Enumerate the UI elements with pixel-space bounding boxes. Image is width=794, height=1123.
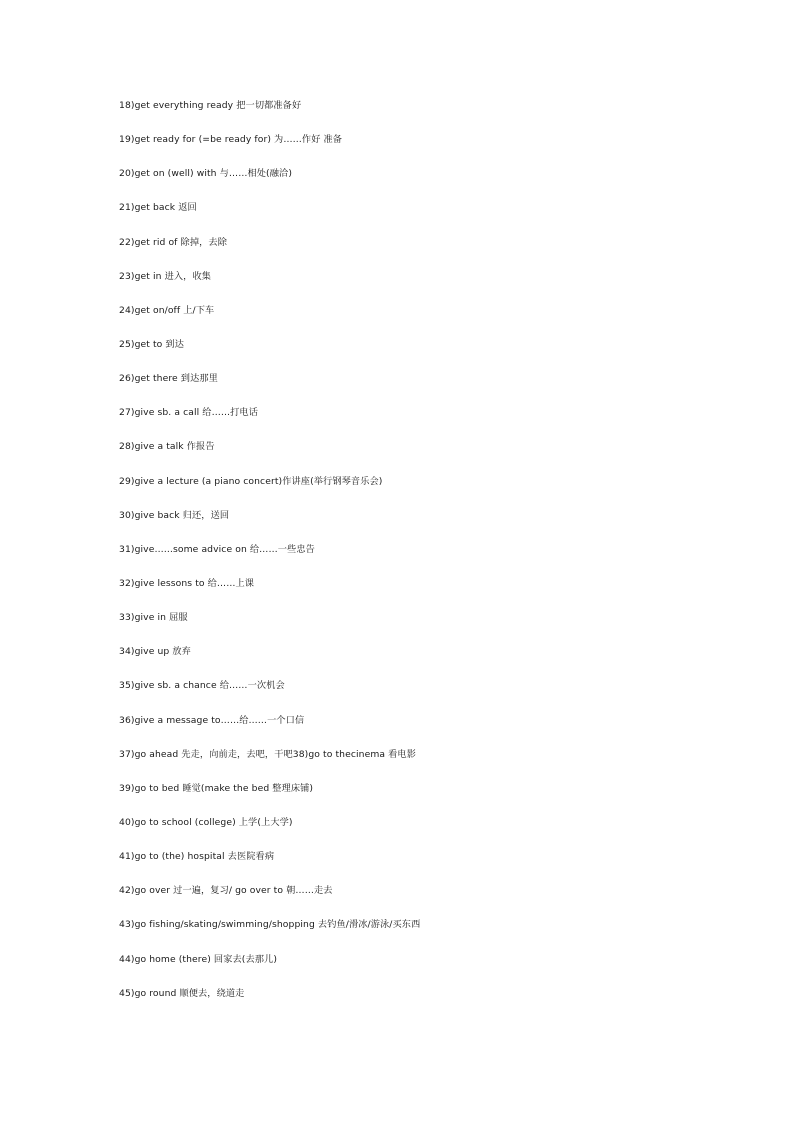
phrase-line: 27)give sb. a call 给……打电话 xyxy=(119,407,259,419)
phrase-line: 37)go ahead 先走，向前走，去吧，干吧38)go to thecinema 看电影 xyxy=(119,748,416,760)
phrase-line: 44)go home (there) 回家去(去那儿) xyxy=(119,953,278,965)
phrase-line: 29)give a lecture (a piano concert)作讲座(举行钢琴音乐会) xyxy=(119,475,383,487)
phrase-line: 22)get rid of 除掉，去除 xyxy=(119,236,227,248)
phrase-line: 45)go round 顺便去，绕道走 xyxy=(119,987,245,999)
phrase-line: 33)give in 屈服 xyxy=(119,612,188,624)
phrase-line: 25)get to 到达 xyxy=(119,338,185,350)
phrase-line: 28)give a talk 作报告 xyxy=(119,441,215,453)
phrase-line: 24)get on/off 上/下车 xyxy=(119,304,215,316)
phrase-line: 39)go to bed 睡觉(make the bed 整理床铺) xyxy=(119,782,314,794)
phrase-list xyxy=(119,99,420,1021)
phrase-line: 23)get in 进入，收集 xyxy=(119,270,212,282)
phrase-line: 32)give lessons to 给……上课 xyxy=(119,577,255,589)
phrase-line: 43)go fishing/skating/swimming/shopping 去钓鱼/滑冰/游泳/买东西 xyxy=(119,919,421,931)
phrase-line: 31)give……some advice on 给……一些忠告 xyxy=(119,543,315,555)
phrase-line: 26)get there 到达那里 xyxy=(119,373,218,385)
phrase-line: 20)get on (well) with 与……相处(融洽) xyxy=(119,168,293,180)
phrase-line: 41)go to (the) hospital 去医院看病 xyxy=(119,851,275,863)
phrase-line: 18)get everything ready 把一切都准备好 xyxy=(119,100,302,111)
phrase-line: 21)get back 返回 xyxy=(119,202,197,214)
phrase-line: 30)give back 归还，送回 xyxy=(119,509,230,521)
phrase-line: 19)get ready for (=be ready for) 为……作好 准备 xyxy=(119,134,343,146)
phrase-line: 42)go over 过一遍，复习/ go over to 朝……走去 xyxy=(119,885,333,897)
phrase-line: 40)go to school (college) 上学(上大学) xyxy=(119,816,293,828)
phrase-line: 36)give a message to……给……一个口信 xyxy=(119,714,305,726)
phrase-line: 34)give up 放弃 xyxy=(119,646,191,658)
phrase-line: 35)give sb. a chance 给……一次机会 xyxy=(119,680,285,692)
